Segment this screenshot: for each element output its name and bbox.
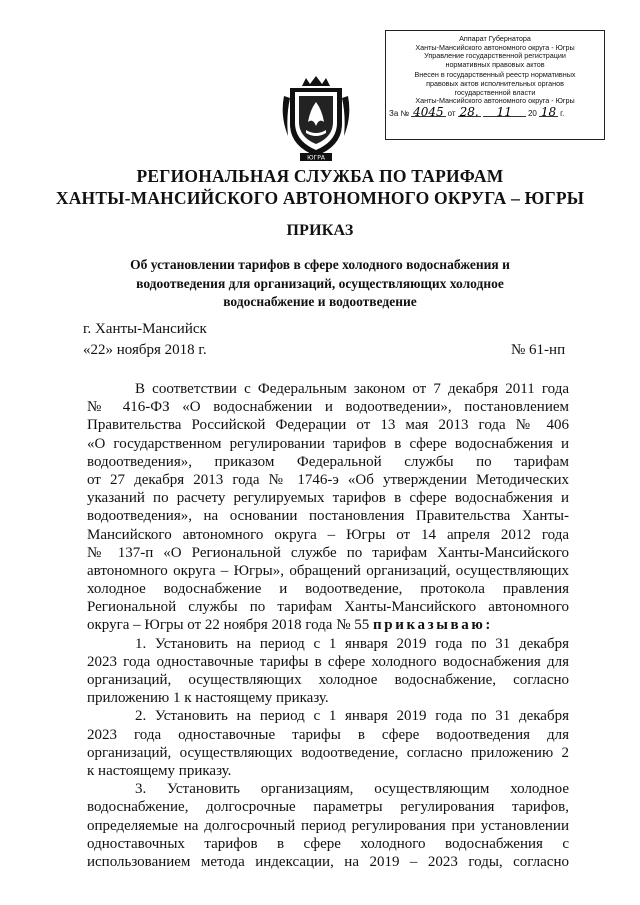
body-line: В соответствии с Федеральным законом от 7 декабря 2011 года — [135, 381, 569, 397]
stamp-line: Управление государственной регистрации — [424, 52, 566, 61]
order-subject — [100, 256, 540, 312]
stamp-line: Ханты-Мансийского автономного округа - Югры — [415, 97, 575, 106]
stamp-reg-mid: от — [447, 108, 456, 118]
body-line: к настоящему приказу. — [87, 762, 232, 779]
stamp-registration-line — [389, 104, 601, 119]
body-line: 1. Установить на период с 1 января 2019 года по 31 декабря — [135, 635, 569, 652]
stamp-line: Ханты-Мансийского автономного округа - Югры — [415, 43, 575, 52]
stamp-line: правовых актов исполнительных органов — [426, 79, 564, 88]
agency-title-line2: ХАНТЫ-МАНСИЙСКОГО АВТОНОМНОГО ОКРУГА – ЮГРЫ — [55, 188, 585, 208]
body-line: № 137-п «О Региональной службе по тарифам Ханты-Мансийского — [87, 544, 569, 561]
body-line — [87, 616, 569, 634]
body-line: Региональной службы по тарифам Ханты-Мансийского автономного — [87, 599, 569, 616]
body-line: организаций, осуществляющих холодное водоснабжение, согласно — [87, 672, 569, 688]
order-number: № 61-нп — [511, 342, 566, 358]
body-line-text: округа – Югры от 22 ноября 2018 года № 55 — [87, 617, 370, 634]
stamp-reg-month: 11 — [483, 108, 526, 118]
body-line: 2023 года одноставочные тарифы в сфере холодного водоснабжения для — [87, 653, 569, 670]
body-line: автономного округа – Югры», обращений организаций, осуществляющих — [87, 562, 569, 579]
subject-line: водоотведения для организаций, осуществляющих холодное — [136, 275, 504, 291]
body-line: определяемые на долгосрочный период регулирования при установлении — [87, 817, 569, 834]
body-line: № 416-ФЗ «О водоснабжении и водоотведении», постановлением — [87, 399, 569, 416]
subject-line: водоснабжение и водоотведение — [223, 294, 417, 309]
body-line: 3. Установить организациям, осуществляющим холодное — [135, 781, 569, 798]
body-line: использованием метода индексации, на 2019 – 2023 годы, согласно — [87, 853, 569, 870]
body-line: Правительства Российской Федерации от 13 мая 2013 года № 406 — [87, 417, 569, 434]
body-line: 2. Установить на период с 1 января 2019 года по 31 декабря — [135, 708, 569, 725]
body-line: водоотведения», на основании постановления Правительства Ханты- — [87, 508, 569, 525]
body-line: организаций, осуществляющих водоотведение, согласно приложению 2 — [87, 744, 569, 761]
stamp-reg-day: 28. — [459, 104, 479, 119]
stamp-line: Аппарат Губернатора — [459, 35, 531, 43]
order-verb: приказываю: — [373, 617, 493, 634]
subject-line: Об установлении тарифов в сфере холодного водоснабжения и — [130, 257, 510, 272]
emblem-label: ЮГРА — [307, 154, 325, 162]
stamp-reg-year-suffix: г. — [560, 108, 565, 118]
body-line: одноставочных тарифов в сфере холодного водоснабжения с — [87, 835, 569, 852]
body-line: приложению 1 к настоящему приказу. — [87, 690, 329, 707]
body-line: водоотведения», приказом Федеральной службы по тарифам — [87, 453, 569, 470]
stamp-line: нормативных правовых актов — [445, 60, 545, 69]
body-line: 2023 года одноставочные тарифы в сфере водоотведения для — [87, 726, 569, 743]
stamp-reg-number: 4045 — [413, 104, 444, 119]
stamp-reg-year: 18 — [540, 104, 557, 119]
order-body — [87, 380, 569, 871]
stamp-reg-prefix: За № — [389, 108, 410, 118]
city: г. Ханты-Мансийск — [83, 321, 207, 337]
stamp-line: Внесен в государственный реестр нормативных — [414, 71, 576, 80]
stamp-reg-year-prefix: 20 — [527, 108, 537, 118]
body-line: «О государственном регулировании тарифов в сфере водоснабжения и — [87, 435, 569, 452]
registration-stamp — [385, 30, 605, 140]
coat-of-arms-icon — [280, 76, 352, 162]
body-line: от 27 декабря 2013 года № 1746-э «Об утверждении Методических — [87, 471, 569, 488]
body-line: указаний по расчету регулируемых тарифов в сфере водоснабжения и — [87, 490, 569, 507]
agency-title-line1: РЕГИОНАЛЬНАЯ СЛУЖБА ПО ТАРИФАМ — [136, 166, 504, 186]
order-date: «22» ноября 2018 г. — [83, 342, 207, 358]
document-type: ПРИКАЗ — [286, 222, 354, 239]
body-line: водоснабжение, долгосрочные параметры регулирования тарифов, — [87, 799, 569, 816]
body-line: Мансийского автономного округа – Югры от 14 апреля 2012 года — [87, 526, 569, 543]
body-line: холодное водоснабжение и водоотведение, протокола правления — [87, 581, 569, 598]
stamp-line: государственной власти — [454, 88, 536, 97]
